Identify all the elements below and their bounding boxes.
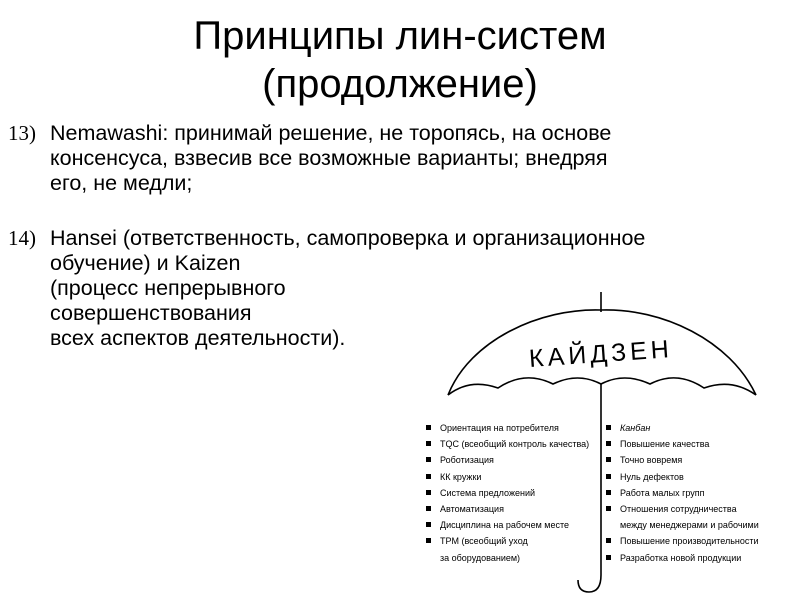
item-text-line: его, не медли;: [50, 171, 193, 195]
bullet-icon: [426, 506, 431, 511]
item-text-line: всех аспектов деятельности).: [50, 326, 346, 350]
list-item: Разработка новой продукции: [606, 550, 759, 566]
list-item-continuation: между менеджерами и рабочими: [620, 520, 759, 531]
list-item: Повышение качества: [606, 436, 759, 452]
list-item: КК кружки: [426, 469, 589, 485]
bullet-icon: [606, 474, 611, 479]
bullet-icon: [426, 474, 431, 479]
list-item: Отношения сотрудничества: [606, 501, 759, 517]
bullet-icon: [606, 506, 611, 511]
bullet-icon: [426, 490, 431, 495]
item-text-line: Hansei (ответственность, самопроверка и организационное: [50, 226, 646, 250]
slide-title-line2: (продолжение): [262, 62, 538, 106]
bullet-icon: [606, 555, 611, 560]
list-item: Работа малых групп: [606, 485, 759, 501]
umbrella-handle: [578, 575, 601, 592]
item-text-line: консенсуса, взвесив все возможные варианты; внедряя: [50, 146, 608, 170]
slide-title-line1: Принципы лин-систем: [193, 14, 607, 58]
list-item: Повышение производительности: [606, 533, 759, 549]
bullet-icon: [606, 457, 611, 462]
kaizen-list-left: [426, 420, 589, 566]
bullet-icon: [426, 425, 431, 430]
slide-title: [0, 12, 800, 108]
item-text-line: Nemawashi: принимай решение, не торопясь, на основе: [50, 121, 612, 145]
item-text-line: обучение) и Kaizen: [50, 251, 241, 275]
list-item-continuation: за оборудованием): [440, 552, 521, 563]
list-item: Канбан: [606, 420, 759, 436]
umbrella-label: КАЙДЗЕН: [528, 335, 674, 373]
item-number: 14): [8, 226, 36, 250]
bullet-icon: [606, 538, 611, 543]
bullet-icon: [606, 425, 611, 430]
list-item: Точно вовремя: [606, 452, 759, 468]
list-item: Система предложений: [426, 485, 589, 501]
item-text-line: (процесс непрерывного: [50, 276, 286, 300]
list-item: TQC (всеобщий контроль качества): [426, 436, 589, 452]
umbrella-canopy-edge: [448, 378, 756, 395]
list-item: Нуль дефектов: [606, 469, 759, 485]
principle-item-13: [8, 121, 793, 196]
list-item: Дисциплина на рабочем месте: [426, 517, 589, 533]
list-item: Автоматизация: [426, 501, 589, 517]
bullet-icon: [606, 490, 611, 495]
list-item: Роботизация: [426, 452, 589, 468]
item-text: [50, 121, 793, 196]
bullet-icon: [426, 538, 431, 543]
bullet-icon: [606, 441, 611, 446]
kaizen-list-right: [606, 420, 759, 566]
bullet-icon: [426, 441, 431, 446]
bullet-icon: [426, 522, 431, 527]
item-number: 13): [8, 121, 36, 145]
bullet-icon: [426, 457, 431, 462]
item-text-line: совершенствования: [50, 301, 252, 325]
list-item: Ориентация на потребителя: [426, 420, 589, 436]
list-item: TPM (всеобщий уход: [426, 533, 589, 549]
